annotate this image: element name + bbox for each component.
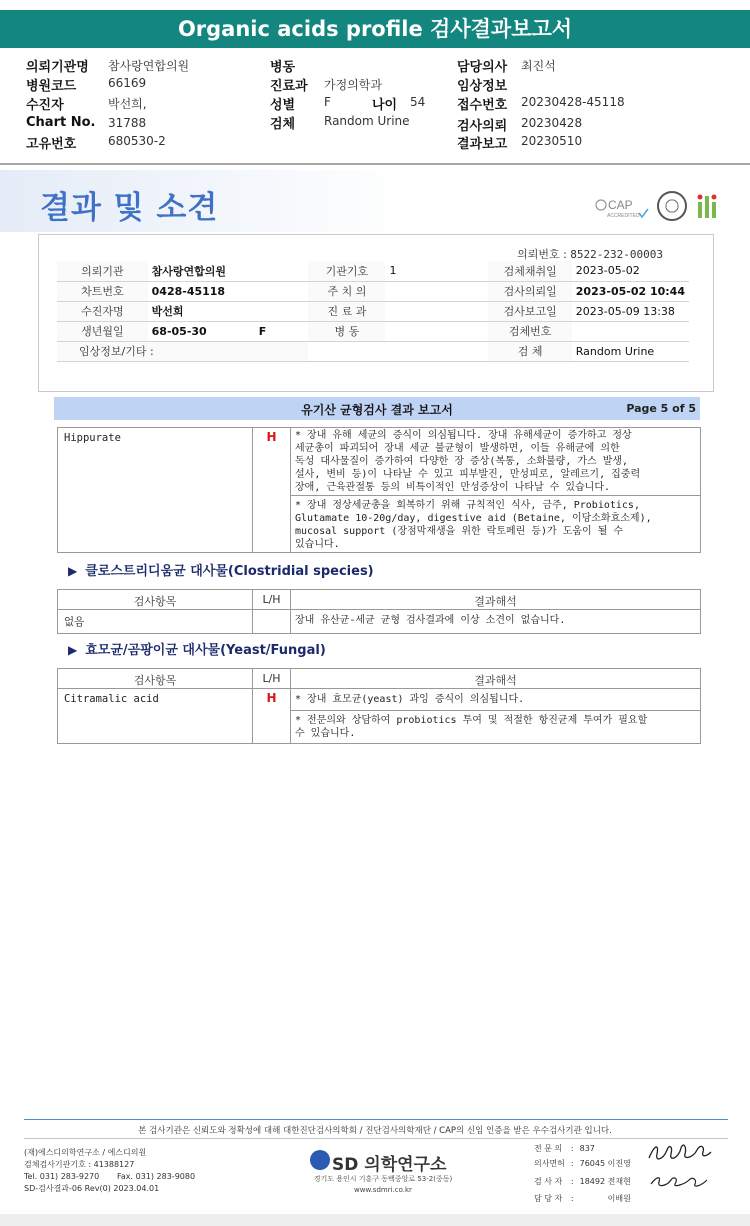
- meta-value: 참사랑연합의원: [148, 261, 309, 281]
- report-meta-box: [38, 234, 714, 392]
- triangle-right-icon: ▶: [68, 643, 78, 657]
- signatory-value: 76045 이진영: [579, 1159, 631, 1168]
- signatory-value: 18492 전재현: [579, 1176, 631, 1186]
- desc-line: 설사, 변비 등)이 나타날 수 있고 피부발진, 만성피로, 알레르기, 집중력: [295, 469, 641, 480]
- triangle-right-icon: ▶: [68, 564, 78, 578]
- yeast-table: [57, 668, 701, 744]
- result-item: Hippurate: [58, 428, 253, 553]
- col-header: 검사항목: [58, 590, 253, 610]
- header-value: 680530-2: [108, 134, 166, 148]
- header-label: 임상정보: [457, 79, 508, 94]
- lab-info-line: Tel. 031) 283-9270 Fax. 031) 283-9080: [24, 1172, 196, 1181]
- kslm-seal-icon: [657, 191, 687, 221]
- meta-key: 검사의뢰일: [488, 281, 571, 301]
- meta-value: [148, 321, 309, 341]
- table-row: [58, 428, 701, 496]
- meta-value: [308, 341, 488, 361]
- page-bottom-band: [0, 1214, 750, 1226]
- header-label: 성별: [270, 98, 296, 113]
- clostridia-table: [57, 589, 701, 634]
- header-label: 수진자: [26, 98, 64, 113]
- desc-line: Glutamate 10-20g/day, digestive aid (Betaine, 이당소화효소제),: [295, 513, 652, 524]
- header-label: 담당의사: [457, 60, 508, 75]
- meta-key: 생년월일: [57, 321, 148, 341]
- meta-row: [57, 301, 689, 321]
- meta-value: 박선희: [148, 301, 309, 321]
- meta-value: [385, 301, 488, 321]
- desc-line: mucosal support (장점막재생을 위한 락토페린 등)가 도움이 될 수: [295, 526, 624, 537]
- desc-line: * 전문의와 상담하여 probiotics 투여 및 적절한 항진균제 투여가 필요할: [295, 715, 648, 726]
- desc-line: 장애, 근육관절통 등의 비특이적인 만성증상이 나타날 수 있습니다.: [295, 482, 611, 493]
- lab-info-line: 검체검사기관기호 : 41388127: [24, 1160, 135, 1169]
- header-divider: [0, 163, 750, 165]
- header-value: 20230510: [521, 134, 583, 148]
- header-value: Random Urine: [324, 114, 410, 128]
- col-header: 검사항목: [58, 669, 253, 689]
- result-flag: H: [253, 428, 291, 553]
- request-number: [517, 246, 663, 262]
- meta-key: 수진자명: [57, 301, 148, 321]
- footer-divider: [24, 1138, 728, 1139]
- result-item: 없음: [58, 610, 253, 634]
- section-subtitle: 효모균/곰팡이균 대사물(Yeast/Fungal): [85, 643, 326, 658]
- table-header-row: [58, 669, 701, 689]
- signatory-value: 837: [579, 1144, 595, 1153]
- signatory-value: 이배원: [607, 1194, 631, 1203]
- header-label: 검사의뢰: [457, 119, 508, 134]
- birth-date: 68-05-30: [151, 324, 207, 338]
- signatory-role: 전 문 의: [534, 1144, 563, 1153]
- age-value: 54: [410, 95, 426, 109]
- meta-key: 검 체: [488, 341, 571, 361]
- meta-value: 1: [385, 261, 488, 281]
- header-value: 20230428: [521, 116, 583, 130]
- sd-logo-icon: [310, 1150, 330, 1170]
- signatory-row: [532, 1157, 633, 1170]
- meta-row: [57, 281, 689, 301]
- meta-row: [57, 321, 689, 341]
- website-link[interactable]: www.sdmri.co.kr: [354, 1186, 412, 1194]
- header-value: 가정의학과: [324, 78, 382, 92]
- col-header: L/H: [253, 669, 291, 689]
- results-header: [0, 170, 750, 232]
- header-value: F: [324, 95, 331, 109]
- signatory-role: 의사면허: [534, 1159, 565, 1168]
- lab-info-line: SD-검사결과-06 Rev(0) 2023.04.01: [24, 1184, 160, 1193]
- page-indicator: Page 5 of 5: [626, 402, 696, 415]
- sex-value: F: [258, 324, 267, 338]
- meta-row: [57, 261, 689, 281]
- separator: :: [570, 1194, 574, 1203]
- table-row: [58, 689, 701, 711]
- desc-line: 수 있습니다.: [295, 728, 356, 739]
- meta-value: [385, 321, 488, 341]
- clinical-info-label: 임상정보/기타 :: [57, 341, 308, 361]
- meta-key: 기관기호: [308, 261, 385, 281]
- meta-value: [572, 321, 689, 341]
- header-label: 병동: [270, 60, 296, 75]
- table-row: [58, 610, 701, 634]
- header-label: 의뢰기관명: [26, 60, 89, 75]
- signature-image: [645, 1168, 715, 1194]
- svg-text:ACCREDITED: ACCREDITED: [607, 213, 640, 219]
- age-label: 나이: [372, 98, 398, 113]
- col-header: 결과해석: [291, 669, 701, 689]
- result-desc: 장내 유산균-세균 균형 검사결과에 이상 소견이 없습니다.: [291, 610, 701, 634]
- clostridia-heading: [68, 560, 374, 579]
- address-line: 경기도 용인시 기흥구 동백중앙로 53-2(중동): [313, 1175, 453, 1183]
- meta-key: 검사보고일: [488, 301, 571, 321]
- certification-note: 본 검사기관은 신뢰도와 정확성에 대해 대한진단검사의학회 / 진단검사의학재단 / CAP의 신임 인증을 받은 우수검사기관 입니다.: [138, 1126, 612, 1136]
- desc-line: 있습니다.: [295, 539, 340, 550]
- header-value: 66169: [108, 76, 147, 90]
- signatories: [530, 1140, 635, 1207]
- desc-line: * 장내 유해 세균의 증식이 의심됩니다. 장내 유해세균이 증가하고 정상: [295, 430, 632, 441]
- meta-key: 검체채취일: [488, 261, 571, 281]
- meta-key: 주 치 의: [308, 281, 385, 301]
- result-desc: * 장내 효모균(yeast) 과잉 증식이 의심됩니다.: [291, 689, 701, 711]
- table-header-row: [58, 590, 701, 610]
- result-flag: H: [253, 689, 291, 744]
- meta-value: 0428-45118: [148, 281, 309, 301]
- section-subtitle: 클로스트리디움균 대사물(Clostridial species): [85, 564, 374, 579]
- meta-key: 차트번호: [57, 281, 148, 301]
- signature-image: [645, 1140, 715, 1166]
- section-banner: [54, 397, 700, 420]
- sd-logo: [308, 1148, 458, 1198]
- signatory-row: [532, 1172, 633, 1190]
- meta-key: 병 동: [308, 321, 385, 341]
- brand-name: SD 의학연구소: [332, 1155, 447, 1175]
- cap-logo: [595, 195, 650, 221]
- meta-table: [57, 261, 689, 362]
- header-label: 병원코드: [26, 79, 77, 94]
- report-title: Organic acids profile 검사결과보고서: [0, 10, 750, 48]
- hippurate-table: [57, 427, 701, 553]
- col-header: 결과해석: [291, 590, 701, 610]
- meta-key: 검체번호: [488, 321, 571, 341]
- result-desc: [291, 428, 701, 496]
- lab-info: [24, 1147, 195, 1195]
- meta-key: 진 료 과: [308, 301, 385, 321]
- result-item: Citramalic acid: [58, 689, 253, 744]
- col-header: L/H: [253, 590, 291, 610]
- meta-value: [385, 281, 488, 301]
- separator: :: [570, 1159, 574, 1168]
- separator: :: [570, 1176, 574, 1186]
- header-value: 박선희,: [108, 97, 147, 111]
- results-title: 결과 및 소견: [40, 190, 219, 226]
- signatory-row: [532, 1192, 633, 1205]
- lab-address: [308, 1174, 458, 1196]
- header-value: 31788: [108, 116, 147, 130]
- svg-text:CAP: CAP: [608, 198, 633, 212]
- meta-value: 2023-05-02: [572, 261, 689, 281]
- yeast-heading: [68, 639, 326, 658]
- meta-row: [57, 341, 689, 361]
- section-title: 유기산 균형검사 결과 보고서: [301, 403, 453, 417]
- specimen-value: Random Urine: [572, 341, 689, 361]
- result-desc: [291, 711, 701, 744]
- lab-foundation-logo: [697, 192, 717, 220]
- header-value: 20230428-45118: [521, 95, 625, 109]
- header-label: Chart No.: [26, 115, 96, 130]
- header-label: 검체: [270, 117, 296, 132]
- desc-line: * 장내 정상세균총을 회복하기 위해 규칙적인 식사, 금주, Probiotics,: [295, 500, 640, 511]
- signatory-row: [532, 1142, 633, 1155]
- desc-line: 독성 대사물질이 증가하여 다양한 장 증상(복통, 소화불량, 가스 발생,: [295, 456, 629, 467]
- desc-line: 세균총이 파괴되어 장내 세균 불균형이 발생하면, 이들 유해균에 의한: [295, 443, 620, 454]
- header-value: 최진석: [521, 59, 556, 73]
- separator: :: [570, 1144, 574, 1153]
- header-label: 접수번호: [457, 98, 508, 113]
- header-value: 참사랑연합의원: [108, 59, 190, 73]
- meta-value: 2023-05-02 10:44: [572, 281, 689, 301]
- header-label: 고유번호: [26, 137, 77, 152]
- lab-info-line: (재)에스디의학연구소 / 에스디의원: [24, 1148, 147, 1157]
- meta-key: 의뢰기관: [57, 261, 148, 281]
- result-flag: [253, 610, 291, 634]
- patient-header: [0, 52, 750, 162]
- result-desc: [291, 496, 701, 553]
- header-label: 결과보고: [457, 137, 508, 152]
- request-value: 8522-232-00003: [570, 248, 663, 261]
- header-label: 진료과: [270, 79, 308, 94]
- signatory-role: 담 당 자: [534, 1194, 563, 1203]
- request-label: 의뢰번호 :: [517, 248, 567, 261]
- signatory-role: 검 사 자: [534, 1176, 563, 1186]
- footer-divider: [24, 1119, 728, 1120]
- meta-value: 2023-05-09 13:38: [572, 301, 689, 321]
